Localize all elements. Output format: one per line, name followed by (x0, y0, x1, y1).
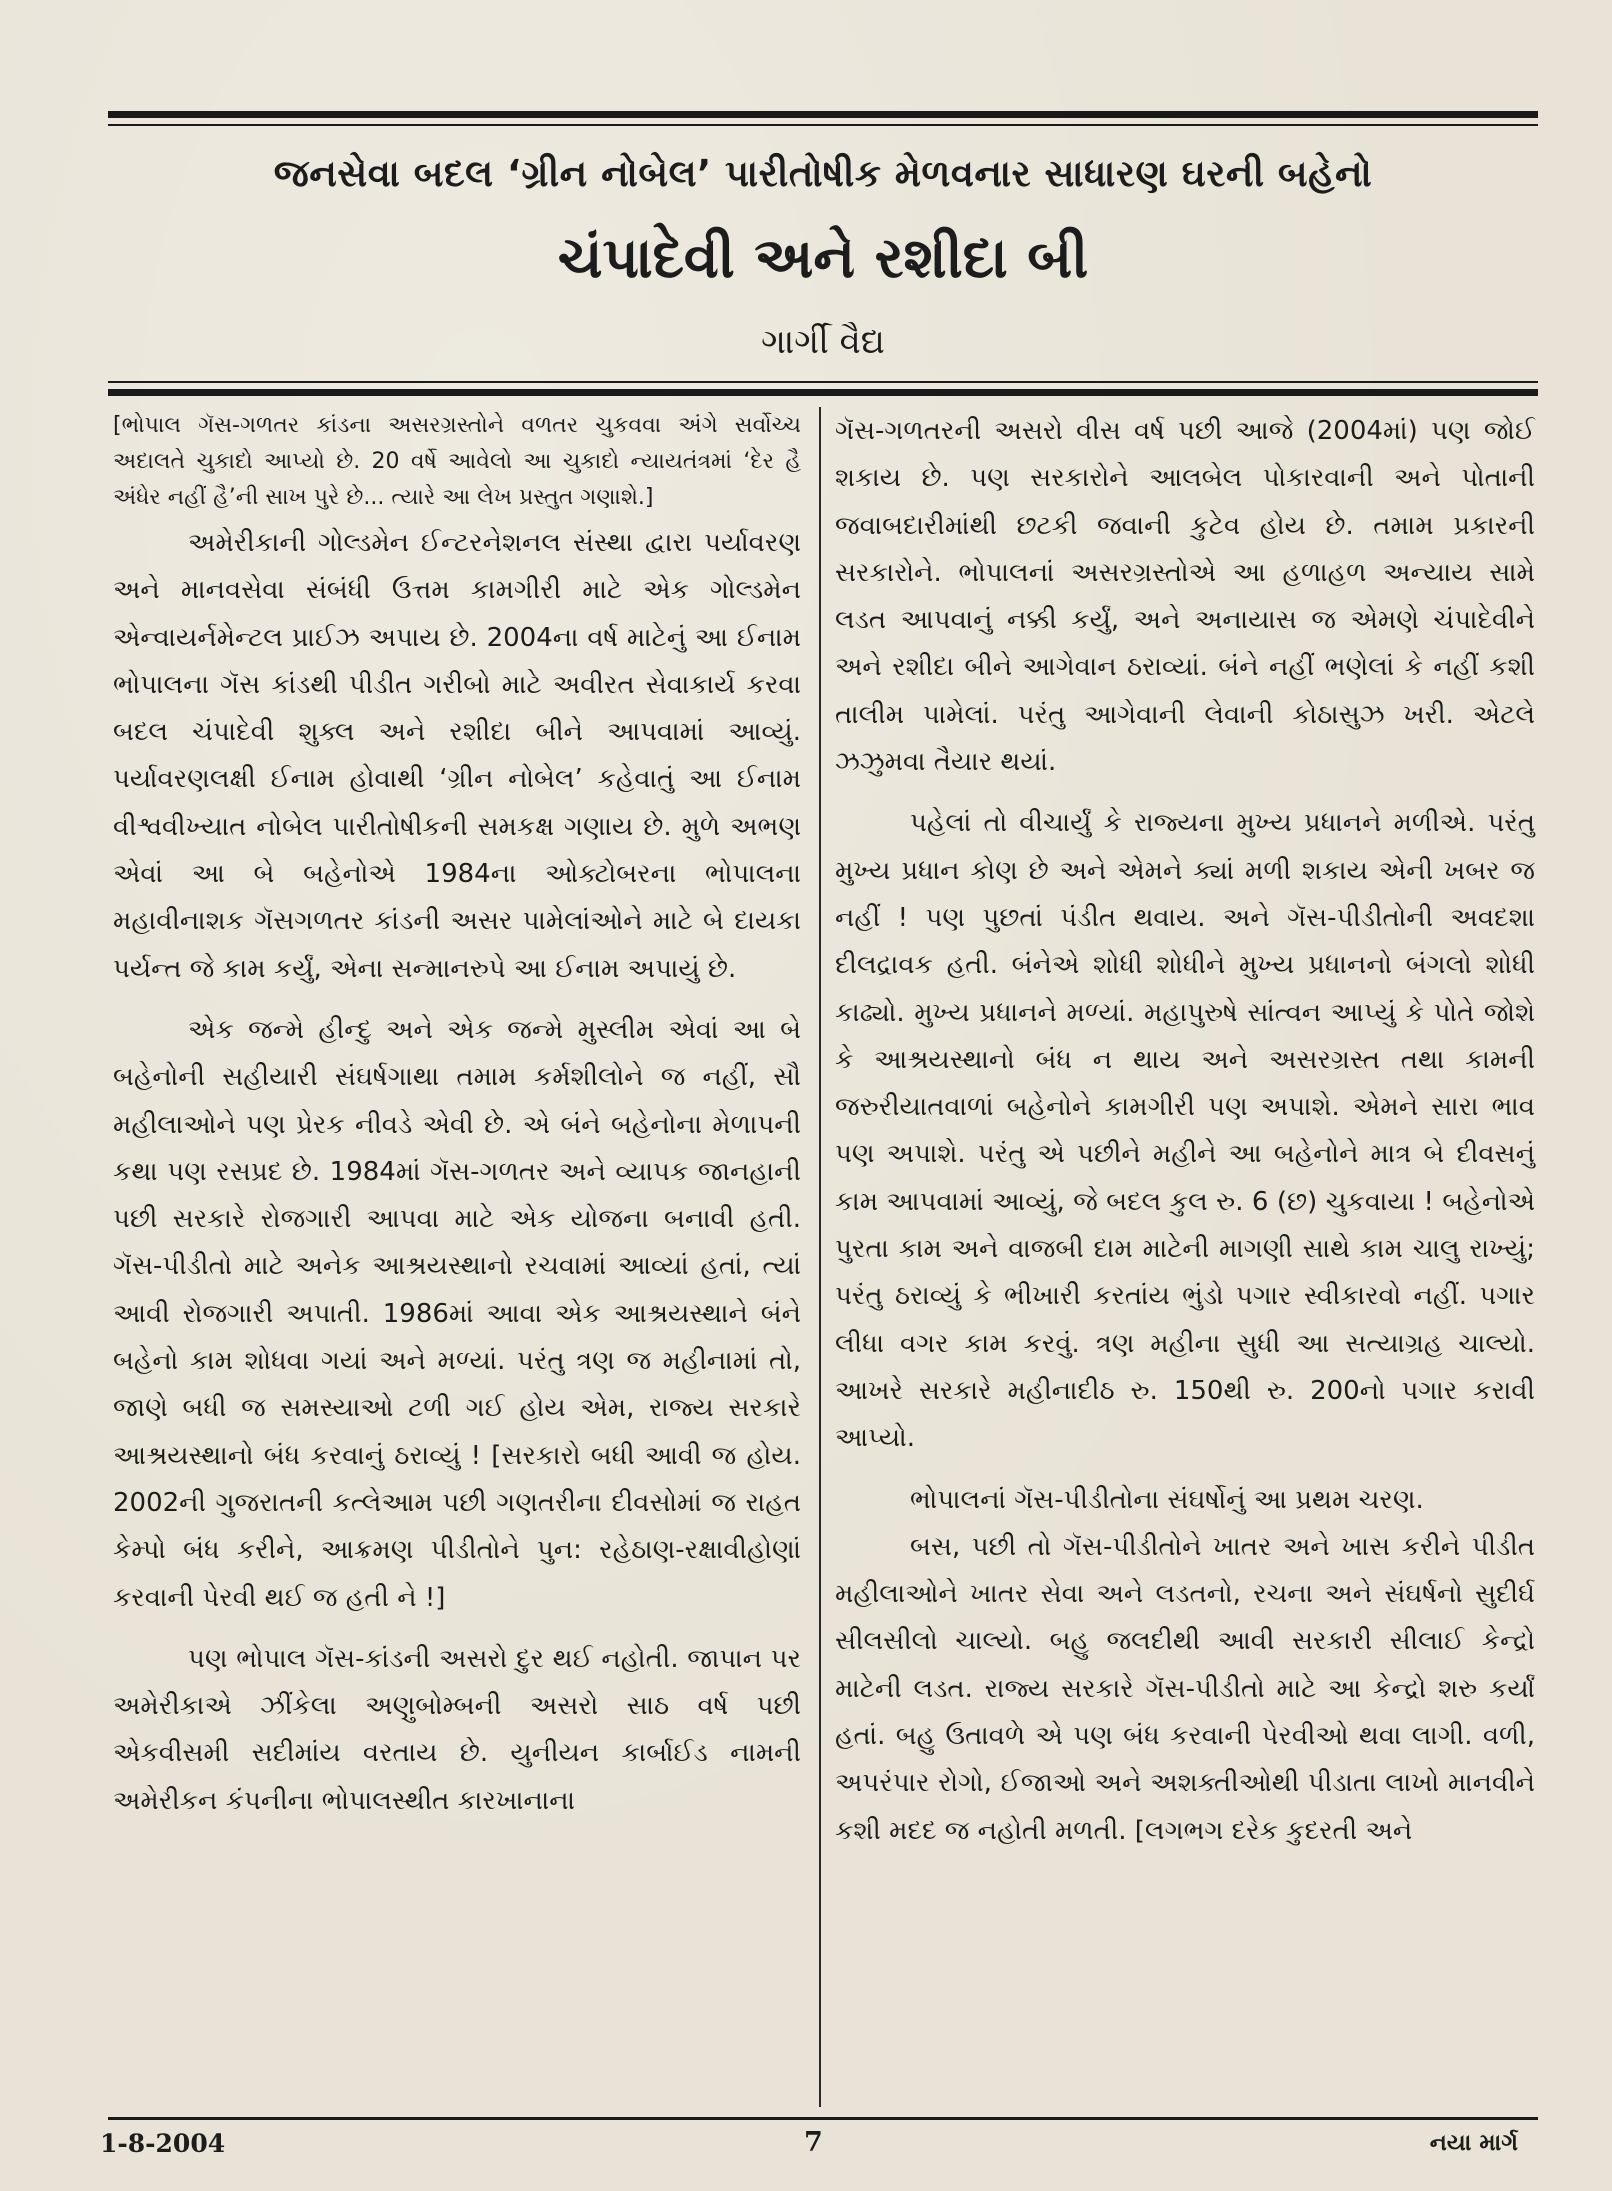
paragraph: પણ ભોપાલ ગૅસ-કાંડની અસરો દુર થઈ નહોતી. જાપાન પર અમેરીકાએ ઝીંકેલા અણુબોમ્બની અસરો સાઠ વર્ષ પછી એકવીસમી સદીમાંય વરતાય છે. યુનીયન કાર્બાઈડ નામની અમેરીકન કંપનીના ભોપાલસ્થીત કારખાનાના (113, 1643, 801, 1816)
article-title: ચંપાદેવી અને રશીદા બી (557, 226, 1089, 291)
paragraph: ગૅસ-ગળતરની અસરો વીસ વર્ષ પછી આજે (2004માં) પણ જોઈ શકાય છે. પણ સરકારોને આલબેલ પોકારવાની અને પોતાની જવાબદારીમાંથી છટકી જવાની કુટેવ હોય છે. તમામ પ્રકારની સરકારોને. ભોપાલનાં અસરગ્રસ્તોએ આ હળાહળ અન્યાય સામે લડત આપવાનું નક્કી કર્યું, અને અનાયાસ જ એમણે ચંપાદેવીને અને રશીદા બીને આગેવાન ઠરાવ્યાં. બંને નહીં ભણેલાં કે નહીં કશી તાલીમ પામેલાં. પરંતુ આગેવાની લેવાની કોઠાસુઝ ખરી. એટલે ઝઝુમવા તૈયાર થયાં. (835, 416, 1535, 778)
column-divider (819, 407, 821, 2107)
paragraph: પહેલાં તો વીચાર્યું કે રાજ્યના મુખ્ય પ્રધાનને મળીએ. પરંતુ મુખ્ય પ્રધાન કોણ છે અને એમને ક્યાં મળી શકાય એની ખબર જ નહીં ! પણ પુછતાં પંડીત થવાય. અને ગૅસ-પીડીતોની અવદશા દીલદ્રાવક હતી. બંનેએ શોધી શોધીને મુખ્ય પ્રધાનનો બંગલો શોધી કાઢ્યો. મુખ્ય પ્રધાનને મળ્યાં. મહાપુરુષે સાંત્વન આપ્યું કે પોતે જોશે કે આશ્રયસ્થાનો બંધ ન થાય અને અસરગ્રસ્ત તથા કામની જરુરીયાતવાળાં બહેનોને કામગીરી પણ અપાશે. એમને સારા ભાવ પણ અપાશે. પરંતુ એ પછીને મહીને આ બહેનોને માત્ર બે દીવસનું કામ આપવામાં આવ્યું, જે બદલ કુલ રુ. 6 (છ) ચુકવાયા ! બહેનોએ પુરતા કામ અને વાજબી દામ માટેની માગણી સાથે કામ ચાલુ રાખ્યું; પરંતુ ઠરાવ્યું કે ભીખારી કરતાંય ભુંડો પગાર સ્વીકારવો નહીં. પગાર લીધા વગર કામ કરવું. ત્રણ મહીના સુધી આ સત્યાગ્રહ ચાલ્યો. આખરે સરકારે મહીનાદીઠ રુ. 150થી રુ. 200નો પગાર કરાવી આપ્યો. (835, 808, 1535, 1454)
editor-note: [ભોપાલ ગૅસ-ગળતર કાંડના અસરગ્રસ્તોને વળતર ચુકવવા અંગે સર્વોચ્ચ અદાલતે ચુકાદો આપ્યો છે. 20 વર્ષે આવેલો આ ચુકાદો ન્યાયતંત્રમાં ‘દેર હૈ અંધેર નહીં હૈ’ની સાખ પુરે છે... ત્યારે આ લેખ પ્રસ્તુત ગણાશે.] (113, 413, 801, 510)
issue-date: 1-8-2004 (100, 2129, 226, 2158)
publication-name: નયા માર્ગ (1429, 2130, 1518, 2156)
left-column (113, 408, 801, 1825)
right-column (835, 408, 1535, 1855)
article-author: ગાર્ગી વૈદ્ય (761, 322, 885, 362)
top-rule-thick (108, 111, 1538, 118)
paragraph: બસ, પછી તો ગૅસ-પીડીતોને ખાતર અને ખાસ કરીને પીડીત મહીલાઓને ખાતર સેવા અને લડતનો, રચના અને સંઘર્ષનો સુદીર્ઘ સીલસીલો ચાલ્યો. બહુ જલદીથી આવી સરકારી સીલાઈ કેન્દ્રો માટેની લડત. રાજ્ય સરકારે ગૅસ-પીડીતો માટે આ કેન્દ્રો શરુ કર્યાં હતાં. બહુ ઉતાવળે એ પણ બંધ કરવાની પેરવીઓ થવા લાગી. વળી, અપરંપાર રોગો, ઈજાઓ અને અશક્તીઓથી પીડાતા લાખો માનવીને કશી મદદ જ નહોતી મળતી. [લગભગ દરેક કુદરતી અને (835, 1531, 1535, 1846)
top-rule-thin (108, 124, 1538, 126)
page-number: 7 (804, 2127, 823, 2158)
header-rule-thick (108, 389, 1538, 396)
paragraph: અમેરીકાની ગોલ્ડમેન ઈન્ટરનેશનલ સંસ્થા દ્વારા પર્યાવરણ અને માનવસેવા સંબંધી ઉત્તમ કામગીરી માટે એક ગોલ્ડમેન એન્વાયર્નમેન્ટલ પ્રાઈઝ અપાય છે. 2004ના વર્ષ માટેનું આ ઈનામ ભોપાલના ગૅસ કાંડથી પીડીત ગરીબો માટે અવીરત સેવાકાર્ય કરવા બદલ ચંપાદેવી શુક્લ અને રશીદા બીને આપવામાં આવ્યું. પર્યાવરણલક્ષી ઈનામ હોવાથી ‘ગ્રીન નોબેલ’ કહેવાતું આ ઈનામ વીશ્વવીખ્યાત નોબેલ પારીતોષીકની સમકક્ષ ગણાય છે. મુળે અભણ એવાં આ બે બહેનોએ 1984ના ઓક્ટોબરના ભોપાલના મહાવીનાશક ગૅસગળતર કાંડની અસર પામેલાંઓને માટે બે દાયકા પર્યન્ત જે કામ કર્યું, એના સન્માનરુપે આ ઈનામ અપાયું છે. (113, 528, 801, 984)
footer-rule (108, 2117, 1538, 2120)
paragraph: ભોપાલનાં ગૅસ-પીડીતોના સંઘર્ષોનું આ પ્રથમ ચરણ. (910, 1484, 1424, 1515)
header-rule-thin (108, 381, 1538, 383)
paragraph: એક જન્મે હીન્દુ અને એક જન્મે મુસ્લીમ એવાં આ બે બહેનોની સહીયારી સંઘર્ષગાથા તમામ કર્મશીલોને જ નહીં, સૌ મહીલાઓને પણ પ્રેરક નીવડે એવી છે. એ બંને બહેનોના મેળાપની કથા પણ રસપ્રદ છે. 1984માં ગૅસ-ગળતર અને વ્યાપક જાનહાની પછી સરકારે રોજગારી આપવા માટે એક યોજના બનાવી હતી. ગૅસ-પીડીતો માટે અનેક આશ્રયસ્થાનો રચવામાં આવ્યાં હતાં, ત્યાં આવી રોજગારી અપાતી. 1986માં આવા એક આશ્રયસ્થાને બંને બહેનો કામ શોધવા ગયાં અને મળ્યાં. પરંતુ ત્રણ જ મહીનામાં તો, જાણે બધી જ સમસ્યાઓ ટળી ગઈ હોય એમ, રાજ્ય સરકારે આશ્રયસ્થાનો બંધ કરવાનું ઠરાવ્યું ! [સરકારો બધી આવી જ હોય. 2002ની ગુજરાતની કત્લેઆમ પછી ગણતરીના દીવસોમાં જ રાહત કેમ્પો બંધ કરીને, આક્રમણ પીડીતોને પુન: રહેઠાણ-રક્ષાવીહોણાં કરવાની પેરવી થઈ જ હતી ને !] (113, 1014, 801, 1613)
article-subtitle: જનસેવા બદલ ‘ગ્રીન નોબેલ’ પારીતોષીક મેળવનાર સાધારણ ઘરની બહેનો (273, 152, 1373, 195)
